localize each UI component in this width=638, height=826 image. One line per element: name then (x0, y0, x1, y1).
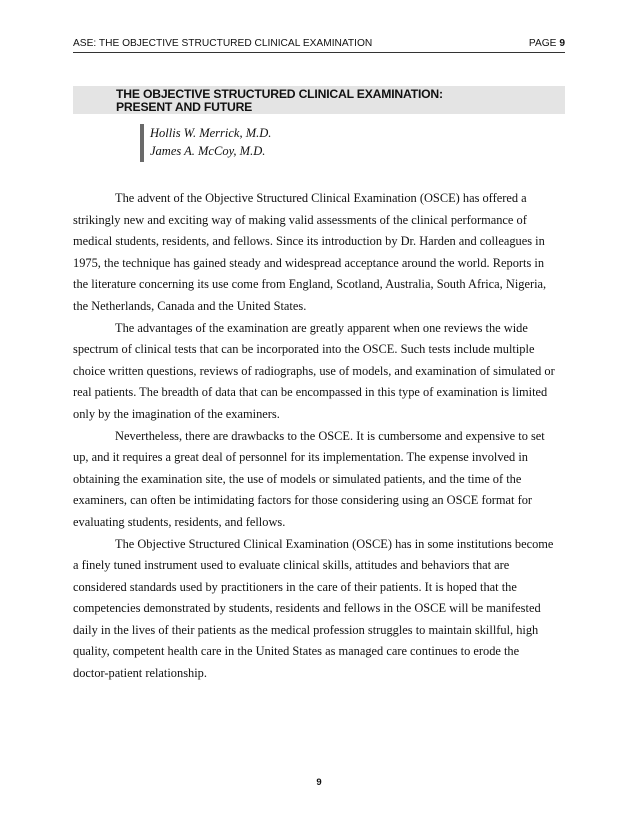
text-line: 1975, the technique has gained steady and widespread acceptance around the world. Reports in (73, 255, 545, 270)
article-title (116, 88, 443, 114)
article-title-line-2: PRESENT AND FUTURE (116, 100, 253, 114)
text-line: considered standards used by practitioners in the care of their patients. It is hoped that the (73, 579, 517, 594)
text-line: obtaining the examination site, the use of models or simulated patients, and the time of the (73, 471, 522, 486)
text-line: up, and it requires a great deal of personnel for its implementation. The expense involved in (73, 450, 528, 465)
article-title-box (73, 86, 565, 114)
page-number: 9 (316, 777, 322, 788)
text-line: only by the imagination of the examiners. (73, 406, 280, 421)
text-line: The advent of the Objective Structured Clinical Examination (OSCE) has offered a (115, 191, 527, 205)
author-list (140, 124, 271, 162)
running-header-page (529, 38, 565, 50)
text-line: The Objective Structured Clinical Examination (OSCE) has in some institutions become (115, 536, 554, 551)
text-line: the Netherlands, Canada and the United States. (73, 298, 307, 313)
text-line: medical students, residents, and fellows. Since its introduction by Dr. Harden and colleagues in (73, 234, 545, 249)
text-line: strikingly new and exciting way of making valid assessments of the clinical performance of (73, 212, 527, 227)
text-line: spectrum of clinical tests that can be incorporated into the OSCE. Such tests include multiple (73, 342, 535, 357)
paragraph-3 (73, 426, 565, 534)
text-line: doctor-patient relationship. (73, 666, 207, 681)
text-line: Nevertheless, there are drawbacks to the OSCE. It is cumbersome and expensive to set (115, 428, 545, 443)
text-line: competencies demonstrated by students, residents and fellows in the OSCE will be manifested (73, 601, 541, 616)
paragraph-1 (73, 188, 565, 318)
running-header-page-label: PAGE (528, 38, 557, 49)
article-title-line-1: THE OBJECTIVE STRUCTURED CLINICAL EXAMINATION: (116, 87, 443, 101)
text-line: a finely tuned instrument used to evaluate clinical skills, attitudes and behaviors that are (73, 558, 510, 573)
author-name: Hollis W. Merrick, M.D. (150, 126, 272, 140)
article-body (73, 188, 565, 685)
running-header-page-number: 9 (559, 38, 565, 49)
text-line: choice written questions, reviews of radiographs, use of models, and examination of simulated or (73, 363, 555, 378)
text-line: daily in the lives of their patients as the medical profession struggles to maintain skillful, high (73, 622, 539, 637)
running-header-title: ASE: THE OBJECTIVE STRUCTURED CLINICAL EXAMINATION (73, 38, 373, 49)
text-line: the literature concerning its use come from England, Scotland, Australia, South Africa, Nigeria, (73, 277, 547, 292)
text-line: The advantages of the examination are greatly apparent when one reviews the wide (115, 320, 528, 335)
running-header (73, 38, 565, 53)
text-line: evaluating students, residents, and fellows. (73, 514, 286, 529)
paragraph-4 (73, 534, 565, 685)
text-line: examiners, can often be intimidating factors for those considering using an OSCE format for (73, 493, 533, 508)
text-line: real patients. The breadth of data that can be encompassed in this type of examination is limited (73, 385, 548, 400)
text-line: quality, competent health care in the United States as managed care continues to erode the (73, 644, 520, 659)
author-name: James A. McCoy, M.D. (150, 144, 266, 158)
paragraph-2 (73, 318, 565, 426)
